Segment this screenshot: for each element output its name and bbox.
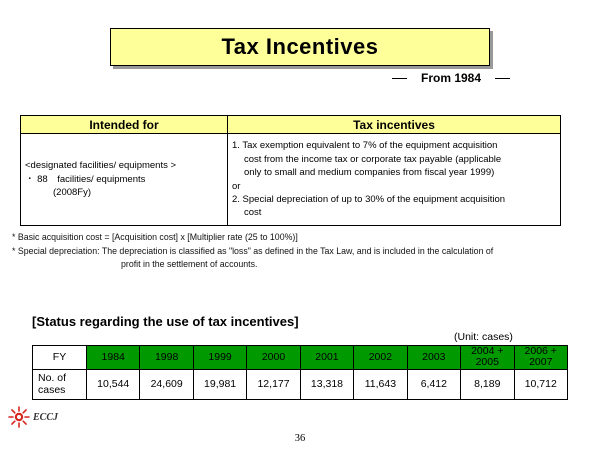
from-period-label: [392, 70, 510, 86]
page-number: 36: [294, 433, 306, 444]
note-special-depreciation-cont: profit in the settlement of accounts.: [121, 259, 258, 270]
footnotes: [12, 231, 592, 272]
incentive-item-2-line-2: cost: [244, 207, 262, 219]
value-cell: 19,981: [193, 370, 246, 400]
value-cell: 13,318: [300, 370, 353, 400]
incentive-item-1-line-2: cost from the income tax or corporate tax payable (applicable: [244, 153, 502, 165]
incentive-item-1-line-3: only to small and medium companies from fiscal year 1999): [244, 167, 495, 179]
dash-left: [392, 78, 407, 79]
value-cell: 12,177: [247, 370, 300, 400]
designated-facilities-label: <designated facilities/ equipments >: [25, 159, 177, 171]
combined-year-bottom: 2005: [475, 356, 499, 369]
intended-for-cell: [21, 134, 228, 226]
table-header-row: [21, 116, 561, 134]
note-special-depreciation: * Special depreciation: The depreciation is classified as "loss" as defined in the Tax Law, and is included in the calculation of: [12, 245, 494, 256]
unit-label: (Unit: cases): [454, 331, 513, 343]
tax-incentives-cell: [228, 134, 561, 226]
from-text: From 1984: [420, 71, 482, 85]
dash-right: [495, 78, 510, 79]
status-values-row: [33, 370, 568, 400]
value-cell: 6,412: [407, 370, 460, 400]
value-cell: 10,544: [87, 370, 140, 400]
value-cell: 10,712: [514, 370, 568, 400]
or-separator: or: [232, 180, 241, 192]
status-header-row: [33, 346, 568, 370]
header-tax-incentives: Tax incentives: [228, 116, 561, 134]
status-table: [32, 345, 568, 400]
fy-header: FY: [33, 346, 87, 370]
page-title: Tax Incentives: [110, 28, 490, 66]
value-cell: 8,189: [461, 370, 514, 400]
value-cell: 11,643: [354, 370, 407, 400]
table-row: [21, 134, 561, 226]
year-cell: 1984: [87, 346, 140, 370]
sunburst-logo-icon: [8, 406, 30, 428]
note-acquisition-cost: * Basic acquisition cost = [Acquisition cost] x [Multiplier rate (25 to 100%)]: [12, 232, 298, 242]
header-intended-for: Intended for: [21, 116, 228, 134]
logo-text: ECCJ: [33, 411, 59, 423]
incentive-item-1-line-1: 1. Tax exemption equivalent to 7% of the equipment acquisition: [232, 140, 498, 152]
status-section-title: [Status regarding the use of tax incentives]: [32, 314, 299, 329]
row-label-line-2: cases: [38, 383, 66, 396]
tax-incentives-table: [20, 115, 561, 226]
value-cell: 24,609: [140, 370, 193, 400]
combined-year-bottom: 2007: [529, 356, 553, 369]
year-cell: 2002: [354, 346, 407, 370]
combined-year-top: 2004 +: [471, 345, 504, 358]
year-cell-combined: [514, 346, 568, 370]
incentive-item-2-line-1: 2. Special depreciation of up to 30% of the equipment acquisition: [232, 193, 506, 205]
year-cell: 2003: [407, 346, 460, 370]
eccj-logo: [8, 406, 58, 428]
year-cell: 1998: [140, 346, 193, 370]
row-label: [33, 370, 87, 400]
year-cell: 1999: [193, 346, 246, 370]
year-cell-combined: [461, 346, 514, 370]
row-label-line-1: No. of: [38, 371, 67, 384]
combined-year-top: 2006 +: [524, 345, 557, 358]
year-cell: 2001: [300, 346, 353, 370]
year-cell: 2000: [247, 346, 300, 370]
facilities-count: ・ 88 facilities/ equipments: [25, 173, 146, 185]
fiscal-year-note: (2008Fy): [53, 187, 92, 199]
